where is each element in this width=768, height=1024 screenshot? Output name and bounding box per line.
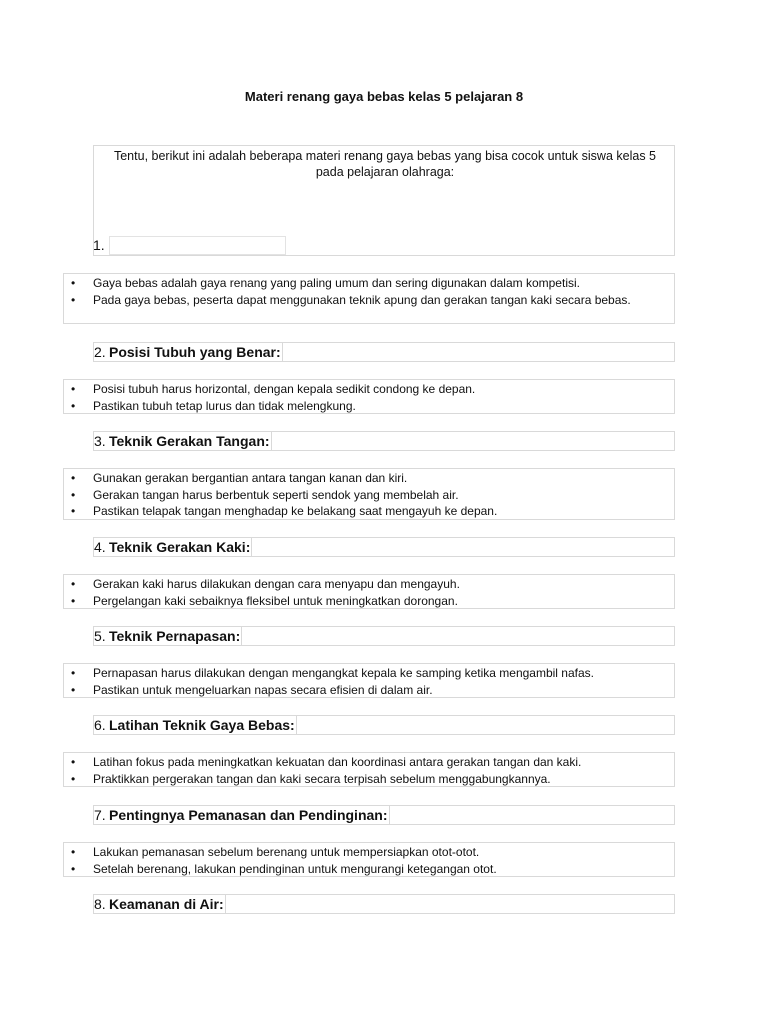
bullet-icon: • — [71, 382, 76, 396]
bullet-list-1 — [63, 273, 675, 324]
list-item-text: Posisi tubuh harus horizontal, dengan kepala sedikit condong ke depan. — [93, 382, 476, 396]
empty-heading-field — [109, 236, 286, 255]
section-heading-3 — [93, 431, 675, 451]
section-heading-text: Teknik Gerakan Tangan: — [109, 433, 270, 449]
intro-line-1: Tentu, berikut ini adalah beberapa materi renang gaya bebas yang bisa cocok untuk siswa kelas 5 — [113, 149, 656, 163]
bullet-icon: • — [71, 577, 76, 591]
section-heading-4 — [93, 537, 675, 557]
intro-line-2: pada pelajaran olahraga: — [315, 165, 455, 179]
bullet-icon: • — [71, 292, 76, 307]
list-item-text: Pergelangan kaki sebaiknya fleksibel untuk meningkatkan dorongan. — [93, 593, 458, 608]
list-item — [64, 292, 674, 309]
list-item-text: Gerakan tangan harus berbentuk seperti sendok yang membelah air. — [93, 487, 459, 502]
section-heading-6 — [93, 715, 675, 735]
section-number: 6. — [94, 717, 106, 733]
bullet-list-6 — [63, 752, 675, 787]
list-item-text: Gaya bebas adalah gaya renang yang paling umum dan sering digunakan dalam kompetisi. — [93, 276, 580, 290]
bullet-list-5 — [63, 663, 675, 698]
list-item-text: Gerakan kaki harus dilakukan dengan cara menyapu dan mengayuh. — [93, 577, 460, 591]
list-item-text: Pada gaya bebas, peserta dapat menggunakan teknik apung dan gerakan tangan kaki secara bebas. — [93, 292, 631, 307]
bullet-icon: • — [71, 276, 76, 290]
list-item — [64, 487, 674, 504]
list-item — [64, 398, 674, 415]
list-item-text: Pastikan untuk mengeluarkan napas secara efisien di dalam air. — [93, 682, 433, 697]
bullet-icon: • — [71, 593, 76, 608]
section-number: 3. — [94, 433, 106, 449]
bullet-list-7 — [63, 842, 675, 877]
bullet-icon: • — [71, 682, 76, 697]
list-item-text: Gunakan gerakan bergantian antara tangan kanan dan kiri. — [93, 471, 408, 485]
bullet-icon: • — [71, 504, 76, 519]
bullet-icon: • — [71, 845, 76, 859]
section-number: 2. — [94, 344, 106, 360]
item-number-1: 1. — [93, 237, 105, 253]
bullet-icon: • — [71, 755, 76, 769]
list-item — [64, 503, 674, 520]
list-item — [64, 682, 674, 699]
list-item-text: Lakukan pemanasan sebelum berenang untuk mempersiapkan otot-otot. — [93, 845, 480, 859]
list-item — [64, 771, 674, 788]
section-heading-text: Keamanan di Air: — [109, 896, 224, 912]
section-number: 7. — [94, 807, 106, 823]
section-heading-text: Pentingnya Pemanasan dan Pendinginan: — [109, 807, 388, 823]
bullet-list-2 — [63, 379, 675, 414]
bullet-icon: • — [71, 666, 76, 680]
list-item — [64, 275, 674, 292]
list-item-text: Setelah berenang, lakukan pendinginan untuk mengurangi ketegangan otot. — [93, 861, 497, 876]
list-item — [64, 844, 674, 861]
section-heading-2 — [93, 342, 675, 362]
section-heading-8 — [93, 894, 675, 914]
list-item — [64, 576, 674, 593]
section-heading-text: Teknik Gerakan Kaki: — [109, 539, 251, 555]
section-heading-text: Teknik Pernapasan: — [109, 628, 241, 644]
list-item-text: Pernapasan harus dilakukan dengan mengangkat kepala ke samping ketika mengambil nafas. — [93, 666, 594, 680]
list-item — [64, 861, 674, 878]
document-title: Materi renang gaya bebas kelas 5 pelajaran 8 — [244, 89, 524, 104]
bullet-icon: • — [71, 771, 76, 786]
intro-text — [94, 148, 676, 180]
list-item-text: Pastikan telapak tangan menghadap ke belakang saat mengayuh ke depan. — [93, 504, 498, 519]
bullet-icon: • — [71, 398, 76, 413]
list-item — [64, 665, 674, 682]
section-heading-7 — [93, 805, 675, 825]
list-item-text: Pastikan tubuh tetap lurus dan tidak melengkung. — [93, 398, 356, 413]
list-item-text: Latihan fokus pada meningkatkan kekuatan dan koordinasi antara gerakan tangan dan kaki. — [93, 755, 582, 769]
bullet-list-4 — [63, 574, 675, 609]
bullet-list-3 — [63, 468, 675, 520]
section-heading-text: Posisi Tubuh yang Benar: — [109, 344, 281, 360]
list-item — [64, 470, 674, 487]
bullet-icon: • — [71, 487, 76, 502]
list-item — [64, 754, 674, 771]
bullet-icon: • — [71, 471, 76, 485]
bullet-icon: • — [71, 861, 76, 876]
section-number: 4. — [94, 539, 106, 555]
list-item-text: Praktikkan pergerakan tangan dan kaki secara terpisah sebelum menggabungkannya. — [93, 771, 551, 786]
section-heading-5 — [93, 626, 675, 646]
section-heading-text: Latihan Teknik Gaya Bebas: — [109, 717, 295, 733]
section-number: 8. — [94, 896, 106, 912]
list-item — [64, 381, 674, 398]
list-item — [64, 593, 674, 610]
section-number: 5. — [94, 628, 106, 644]
